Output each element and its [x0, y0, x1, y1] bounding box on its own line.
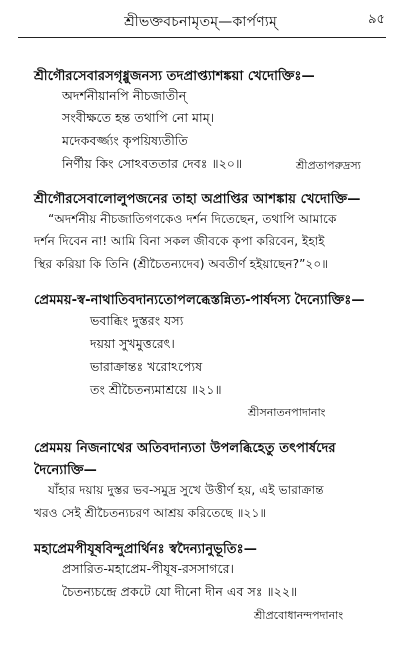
section-3-attribution: শ্রীসনাতনপাদানাং	[248, 406, 326, 419]
section-4-heading-line-1: প্রেমময় নিজনাথের অতিবদান্যতা উপলব্ধিহেতু তৎপার্ষদের	[34, 441, 336, 456]
section-3-verse-line-2: দয়য়া সুখমুত্তরেৎ।	[90, 336, 175, 351]
section-5-verse-line-1: প্রসারিত-মহাপ্রেম-পীযূষ-রসসাগরে।	[62, 561, 235, 576]
section-1-verse-line-4: নির্ণীয় কিং সোঽবততার দেবঃ ॥২০॥	[62, 156, 243, 171]
section-4-prose-line-1: যাঁহার দয়ায় দুস্তর ভব-সমুদ্র সুখে উত্তীর্ণ হয়, এই ভারাক্রান্ত	[48, 483, 324, 497]
page-number: ৯৫	[368, 12, 385, 27]
running-header-title: শ্রীভক্তবচনামৃতম্—কার্পণ্যম্	[124, 14, 277, 30]
section-1-heading: শ্রীগৌরসেবারসগৃধ্নুজনস্য তদপ্রাপ্ত্যাশঙ্কয়া খেদোক্তিঃ—	[34, 69, 315, 84]
section-4-heading-line-2: দৈন্যোক্তি—	[34, 463, 97, 478]
section-1-verse-line-1: অদর্শনীয়ানপি নীচজাতীন্	[62, 88, 187, 103]
section-2-prose-line-3: স্থির করিয়া কি তিনি (শ্রীচৈতন্যদেব) অবতীর্ণ হইয়াছেন?”২০॥	[34, 257, 329, 271]
section-2-prose-line-2: দর্শন দিবেন না! আমি বিনা সকল জীবকে কৃপা করিবেন, ইহাই	[34, 234, 325, 248]
section-1-verse-line-3: মদেকবর্জ্জ্যং কৃপয়িষ্যতীতি	[62, 133, 188, 148]
section-3-verse-line-4: তং শ্রীচৈতন্যমাশ্রয়ে ॥২১॥	[90, 382, 222, 397]
section-1-attribution: শ্রীপ্রতাপরুদ্রস্য	[296, 159, 361, 172]
section-5-attribution: শ্রীপ্রবোধানন্দপদানাং	[254, 609, 344, 622]
section-3-verse-line-1: ভবাব্ধিং দুস্তরং যস্য	[90, 313, 184, 328]
section-3-verse-line-3: ভারাক্রান্তঃ খরোঽপ্যেষ	[90, 359, 203, 374]
section-4-prose-line-2: খরও সেই শ্রীচৈতন্যচরণ আশ্রয় করিতেছে ॥২১॥	[34, 506, 267, 520]
section-3-heading: প্রেমময়-স্ব-নাথাতিবদান্যতোপলব্ধেস্তন্নিত্য-পার্ষদস্য দৈন্যোক্তিঃ—	[34, 293, 365, 308]
section-1-verse-line-2: সংবীক্ষতে হন্ত তথাপি নো মাম্।	[62, 110, 215, 125]
section-5-verse-line-2: চৈতন্যচন্দ্রে প্রকটে যো দীনো দীন এব সঃ ॥২২॥	[62, 584, 298, 599]
section-2-prose-line-1: “অদর্শনীয় নীচজাতিগণকেও দর্শন দিতেছেন, তথাপি আমাকে	[48, 212, 337, 226]
section-2-heading: শ্রীগৌরসেবালোলুপজনের তাহা অপ্রাপ্তির আশঙ্কায় খেদোক্তি—	[34, 192, 361, 207]
section-5-heading: মহাপ্রেমপীযূষবিন্দুপ্রার্থিনঃ স্বদৈন্যানুভূতিঃ—	[34, 542, 257, 557]
header-rule	[18, 37, 386, 38]
